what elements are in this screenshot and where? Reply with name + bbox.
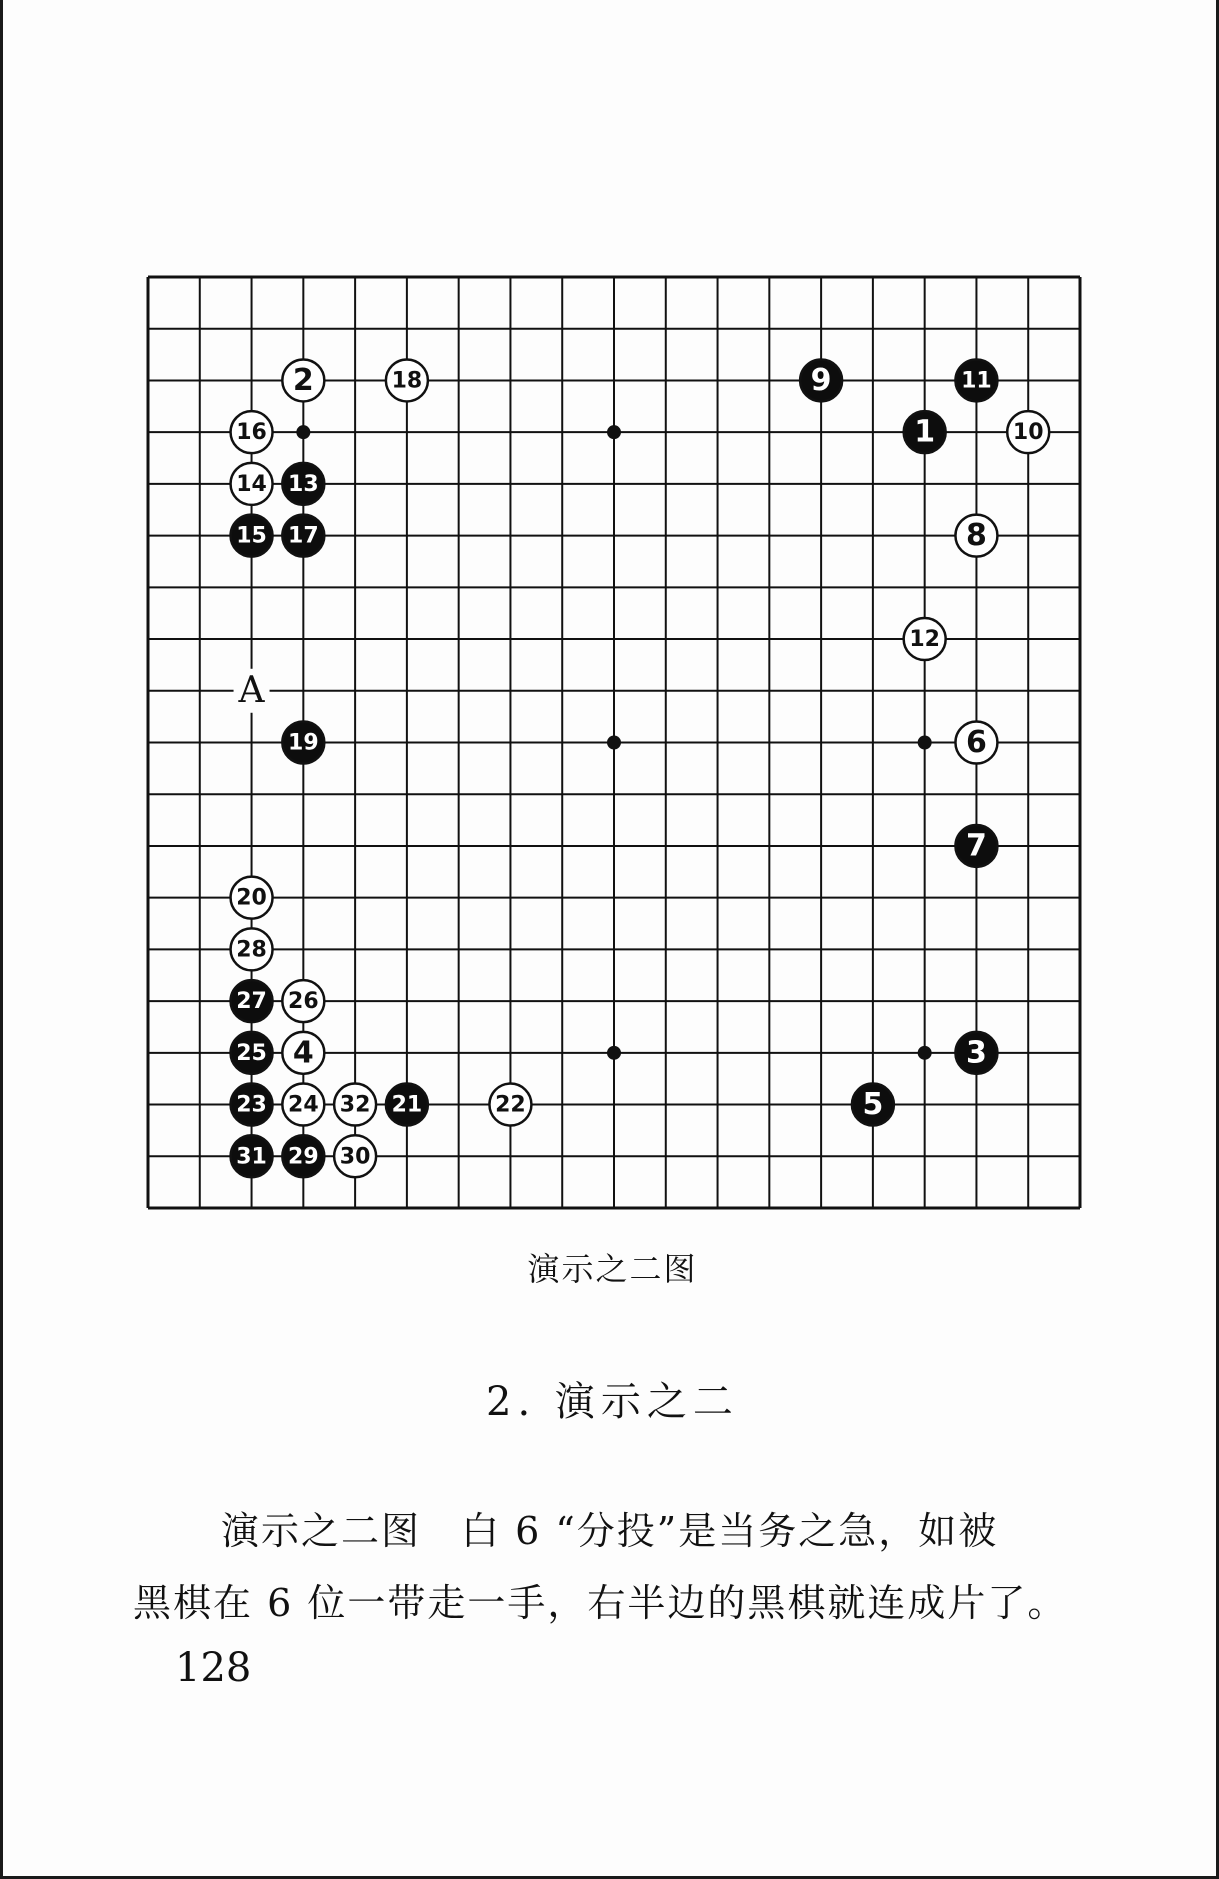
white-stone-4 bbox=[282, 1032, 324, 1074]
stone-number: 22 bbox=[495, 1092, 526, 1118]
white-stone-22 bbox=[489, 1084, 531, 1126]
section-title: 2. 演示之二 bbox=[486, 1379, 739, 1425]
white-stone-10 bbox=[1007, 411, 1049, 453]
white-stone-26 bbox=[282, 980, 324, 1022]
page-number: 128 bbox=[175, 1645, 252, 1691]
stone-number: 29 bbox=[288, 1144, 319, 1170]
black-stone-15 bbox=[231, 515, 273, 557]
stone-number: 2 bbox=[292, 362, 314, 398]
stone-number: 23 bbox=[236, 1092, 267, 1118]
white-stone-20 bbox=[231, 877, 273, 919]
stone-number: 20 bbox=[236, 885, 267, 911]
white-stone-24 bbox=[282, 1084, 324, 1126]
black-stone-9 bbox=[800, 359, 842, 401]
white-stone-32 bbox=[334, 1084, 376, 1126]
stone-number: 16 bbox=[236, 420, 267, 446]
white-stone-14 bbox=[231, 463, 273, 505]
stone-number: 31 bbox=[236, 1144, 267, 1170]
star-point bbox=[918, 736, 932, 750]
stone-number: 10 bbox=[1012, 420, 1044, 446]
black-stone-19 bbox=[282, 722, 324, 764]
black-stone-25 bbox=[231, 1032, 273, 1074]
stone-number: 13 bbox=[288, 471, 319, 497]
black-stone-13 bbox=[282, 463, 324, 505]
figure-caption: 演示之二图 bbox=[527, 1250, 698, 1288]
stone-number: 1 bbox=[914, 414, 936, 450]
stone-number: 30 bbox=[339, 1144, 371, 1170]
stone-number: 27 bbox=[236, 989, 267, 1015]
star-point bbox=[607, 425, 621, 439]
stone-number: 24 bbox=[288, 1092, 319, 1118]
white-stone-12 bbox=[904, 618, 946, 660]
stone-number: 11 bbox=[961, 368, 992, 394]
body-paragraph bbox=[133, 1495, 1093, 1639]
stone-number: 7 bbox=[966, 828, 987, 864]
black-stone-17 bbox=[282, 515, 324, 557]
star-point bbox=[296, 425, 310, 439]
stone-number: 8 bbox=[966, 518, 987, 554]
white-stone-2 bbox=[282, 359, 324, 401]
stone-number: 12 bbox=[909, 627, 940, 653]
white-stone-18 bbox=[386, 359, 428, 401]
stone-number: 4 bbox=[292, 1035, 314, 1071]
stone-number: 19 bbox=[288, 730, 319, 756]
marker-a: A bbox=[238, 669, 265, 711]
white-stone-8 bbox=[955, 515, 997, 557]
stone-number: 17 bbox=[288, 523, 319, 549]
paragraph-line-2: 黑棋在 6 位一带走一手，右半边的黑棋就连成片了。 bbox=[133, 1581, 1068, 1625]
white-stone-16 bbox=[231, 411, 273, 453]
stone-number: 3 bbox=[966, 1035, 987, 1071]
stone-number: 32 bbox=[339, 1092, 371, 1118]
white-stone-30 bbox=[334, 1135, 376, 1177]
stone-number: 6 bbox=[966, 725, 987, 760]
star-point bbox=[607, 736, 621, 750]
star-point bbox=[918, 1046, 932, 1060]
stone-number: 5 bbox=[862, 1087, 884, 1123]
black-stone-27 bbox=[231, 980, 273, 1022]
go-board bbox=[3, 0, 1219, 1230]
black-stone-21 bbox=[386, 1084, 428, 1126]
stone-number: 26 bbox=[288, 989, 319, 1015]
stone-number: 15 bbox=[236, 523, 267, 549]
white-stone-28 bbox=[231, 928, 273, 970]
black-stone-1 bbox=[904, 411, 946, 453]
black-stone-11 bbox=[955, 359, 997, 401]
stone-number: 25 bbox=[236, 1040, 267, 1066]
go-diagram bbox=[3, 0, 1219, 1230]
star-point bbox=[607, 1046, 621, 1060]
black-stone-5 bbox=[852, 1084, 894, 1126]
black-stone-31 bbox=[231, 1135, 273, 1177]
black-stone-7 bbox=[955, 825, 997, 867]
stone-number: 21 bbox=[391, 1092, 423, 1118]
stone-number: 9 bbox=[810, 362, 832, 398]
stone-number: 14 bbox=[236, 471, 267, 497]
black-stone-29 bbox=[282, 1135, 324, 1177]
black-stone-3 bbox=[955, 1032, 997, 1074]
black-stone-23 bbox=[231, 1084, 273, 1126]
paragraph-line-1: 演示之二图 白 6 “分投”是当务之急，如被 bbox=[221, 1509, 999, 1553]
stone-number: 18 bbox=[391, 368, 423, 394]
stone-number: 28 bbox=[236, 937, 267, 963]
white-stone-6 bbox=[955, 722, 997, 764]
